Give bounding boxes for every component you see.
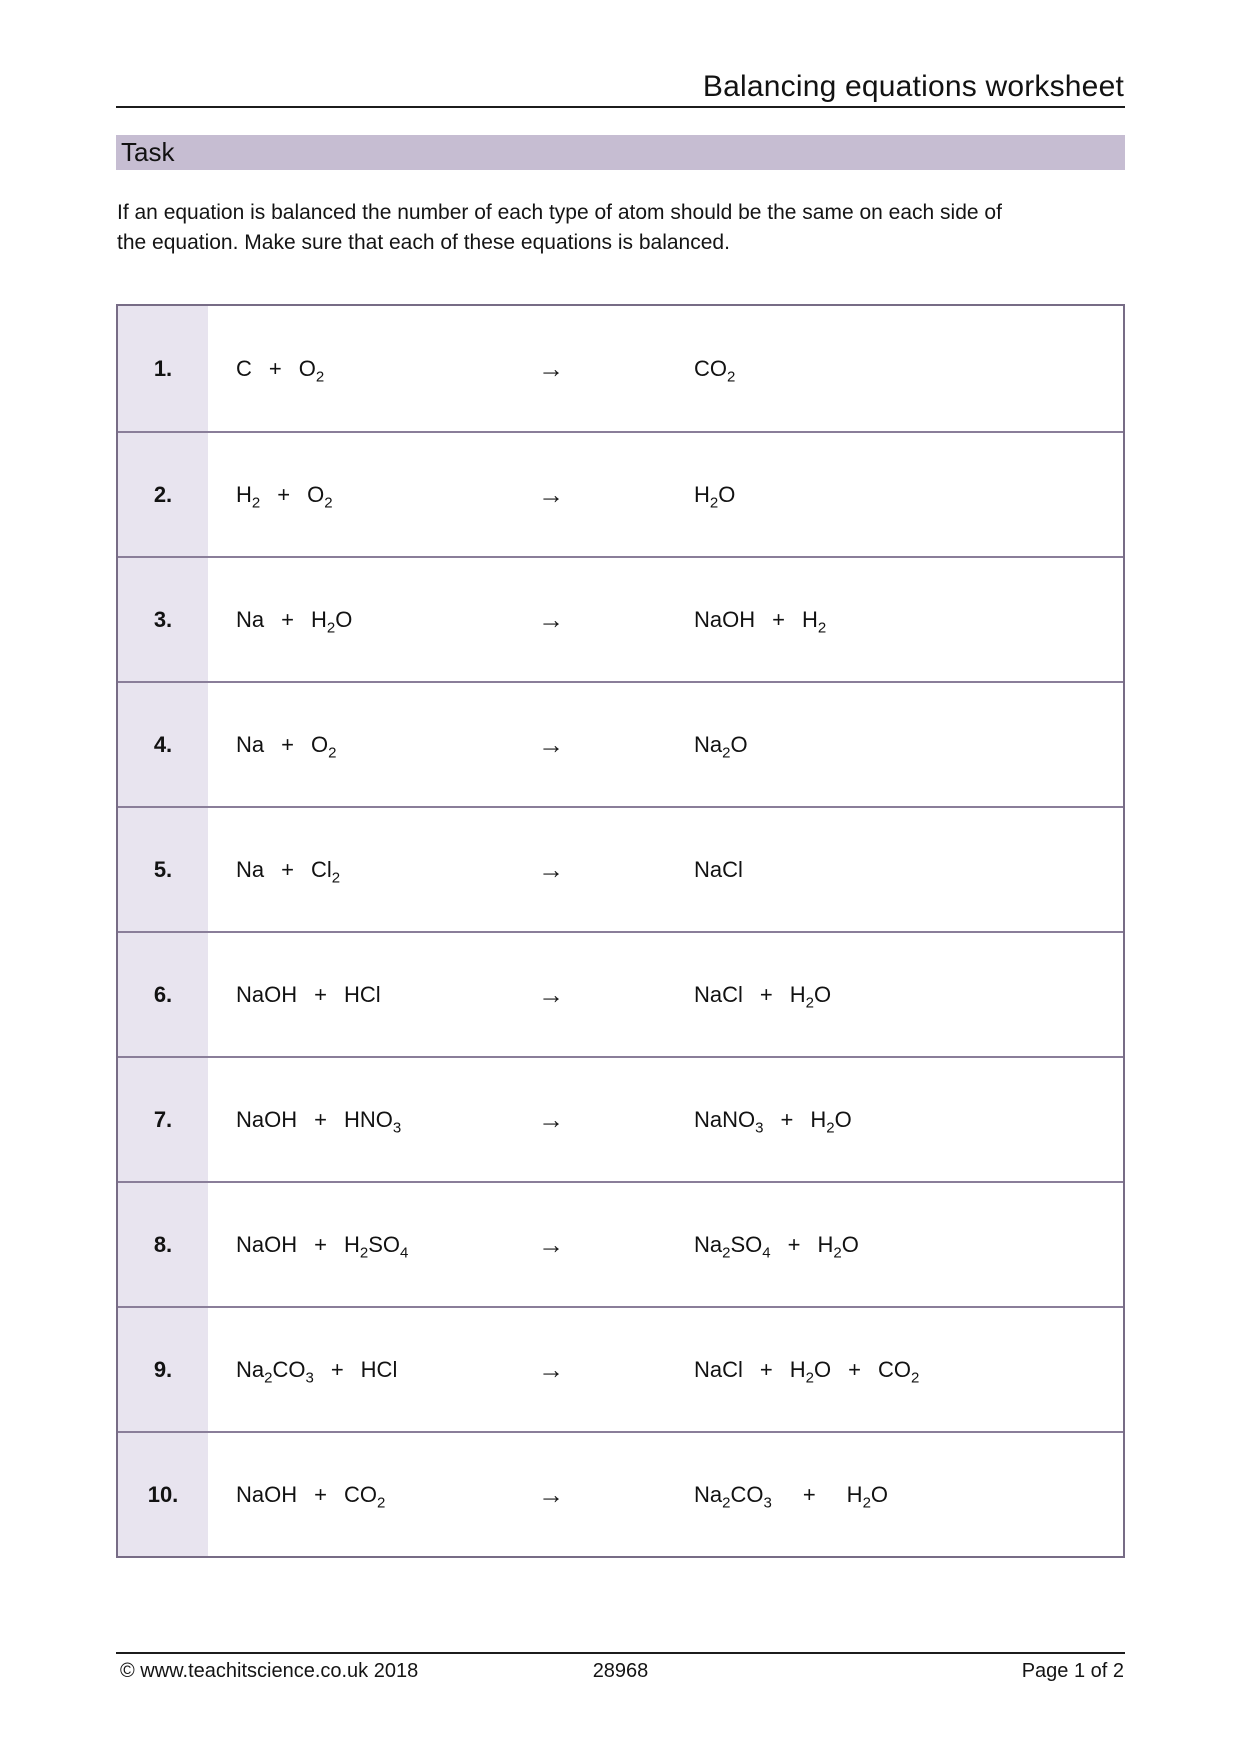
equation-row [118, 1056, 1123, 1181]
instructions-line-2: the equation. Make sure that each of these equations is balanced. [117, 231, 730, 254]
chemical-formula: NaOH [694, 606, 756, 632]
plus-sign: + [772, 606, 785, 632]
row-number: 8. [118, 1183, 208, 1306]
equation-products [694, 1231, 859, 1261]
equation-row [118, 1306, 1123, 1431]
equation-reactants [236, 1231, 409, 1261]
equation-reactants [236, 1356, 398, 1386]
row-number: 1. [118, 306, 208, 431]
equation-reactants [236, 481, 333, 511]
row-number: 9. [118, 1308, 208, 1431]
equation-products [694, 1481, 889, 1511]
equation-cell [208, 1183, 1123, 1306]
header-divider [116, 106, 1125, 108]
plus-sign: + [281, 606, 294, 632]
chemical-formula: $Na_2SO_4$ [694, 1231, 771, 1261]
equation-cell [208, 1433, 1123, 1556]
chemical-formula: NaCl [694, 856, 743, 882]
equations-table [116, 304, 1125, 1558]
chemical-formula: NaOH [236, 981, 298, 1007]
chemical-formula: $H_2O$ [817, 1231, 859, 1261]
chemical-formula: NaCl [694, 1356, 743, 1382]
reaction-arrow-icon: → [538, 604, 564, 634]
reaction-arrow-icon: → [538, 979, 564, 1009]
chemical-formula: $Cl_2$ [310, 856, 341, 886]
chemical-formula: $Na_2CO_3$ [694, 1481, 772, 1511]
plus-sign: + [759, 1356, 773, 1382]
chemical-formula: NaNO$_3$ [694, 1106, 764, 1136]
reaction-arrow-icon: → [538, 729, 564, 759]
equation-row [118, 306, 1123, 431]
instructions-line-1: If an equation is balanced the number of each type of atom should be the same on each side of [117, 201, 1002, 224]
equation-products [694, 606, 827, 636]
equation-cell [208, 433, 1123, 556]
equation-products [694, 1356, 920, 1386]
equation-cell [208, 1058, 1123, 1181]
equation-cell [208, 808, 1123, 931]
reaction-arrow-icon: → [538, 1479, 564, 1509]
reaction-arrow-icon: → [538, 353, 564, 383]
chemical-formula: $Na_2CO_3$ [236, 1356, 314, 1386]
chemical-formula: Na [236, 606, 265, 632]
chemical-formula: $HNO_3$ [343, 1106, 402, 1136]
equation-products [694, 981, 832, 1011]
task-banner [116, 135, 1125, 170]
plus-sign: + [314, 1481, 327, 1507]
equation-reactants [236, 731, 337, 761]
row-number: 3. [118, 558, 208, 681]
equation-row [118, 931, 1123, 1056]
reaction-arrow-icon: → [538, 1104, 564, 1134]
row-number: 2. [118, 433, 208, 556]
chemical-formula: $O_2$ [310, 731, 337, 761]
equation-reactants [236, 982, 381, 1008]
plus-sign: + [802, 1481, 816, 1507]
reaction-arrow-icon: → [538, 1229, 564, 1259]
footer-document-number: 28968 [592, 1660, 649, 1682]
equation-cell [208, 933, 1123, 1056]
equation-row [118, 681, 1123, 806]
plus-sign: + [314, 1231, 327, 1257]
reaction-arrow-icon: → [538, 479, 564, 509]
equation-row [118, 1431, 1123, 1556]
chemical-formula: $H_2O$ [810, 1106, 852, 1136]
plus-sign: + [780, 1106, 794, 1132]
row-number: 5. [118, 808, 208, 931]
row-number: 10. [118, 1433, 208, 1556]
footer-page-number: Page 1 of 2 [1021, 1660, 1124, 1682]
equation-row [118, 806, 1123, 931]
chemical-formula: $H_2$ [236, 481, 261, 511]
chemical-formula: NaOH [236, 1231, 298, 1257]
page-title: Balancing equations worksheet [702, 70, 1124, 103]
plus-sign: + [277, 481, 291, 507]
reaction-arrow-icon: → [538, 1354, 564, 1384]
chemical-formula: HCl [360, 1356, 398, 1382]
plus-sign: + [281, 731, 294, 757]
equation-cell [208, 306, 1123, 431]
equation-products [694, 355, 736, 385]
chemical-formula: $H_2SO_4$ [343, 1231, 409, 1261]
equation-cell [208, 558, 1123, 681]
footer-divider [116, 1652, 1125, 1654]
row-number: 6. [118, 933, 208, 1056]
plus-sign: + [759, 981, 773, 1007]
reaction-arrow-icon: → [538, 854, 564, 884]
chemical-formula: C [236, 355, 252, 381]
chemical-formula: Na [236, 856, 265, 882]
equation-reactants [236, 355, 325, 385]
row-number: 4. [118, 683, 208, 806]
chemical-formula: $O_2$ [298, 355, 325, 385]
equation-row [118, 431, 1123, 556]
equation-row [118, 556, 1123, 681]
chemical-formula: $H_2O$ [789, 1356, 832, 1386]
equation-cell [208, 683, 1123, 806]
equation-products [694, 1106, 852, 1136]
plus-sign: + [268, 355, 282, 381]
chemical-formula: $H_2O$ [694, 481, 736, 511]
equation-reactants [236, 606, 353, 636]
chemical-formula: $CO_2$ [877, 1356, 920, 1386]
chemical-formula: $CO_2$ [343, 1481, 386, 1511]
chemical-formula: HCl [343, 981, 381, 1007]
plus-sign: + [787, 1231, 801, 1257]
equation-reactants [236, 1481, 386, 1511]
chemical-formula: Na [236, 731, 265, 757]
equation-cell [208, 1308, 1123, 1431]
row-number: 7. [118, 1058, 208, 1181]
equation-products [694, 731, 748, 761]
chemical-formula: $H_2O$ [789, 981, 832, 1011]
chemical-formula: $O_2$ [307, 481, 333, 511]
plus-sign: + [314, 981, 327, 1007]
equation-reactants [236, 856, 341, 886]
task-heading: Task [121, 137, 175, 167]
plus-sign: + [314, 1106, 327, 1132]
plus-sign: + [330, 1356, 344, 1382]
equation-products [694, 857, 743, 883]
chemical-formula: NaOH [236, 1481, 298, 1507]
chemical-formula: NaOH [236, 1106, 298, 1132]
equation-products [694, 481, 736, 511]
footer-copyright: © www.teachitscience.co.uk 2018 [120, 1660, 419, 1682]
chemical-formula: NaCl [694, 981, 743, 1007]
plus-sign: + [848, 1356, 861, 1382]
equation-row [118, 1181, 1123, 1306]
instructions-paragraph [117, 198, 1127, 258]
chemical-formula: $CO_2$ [694, 355, 736, 385]
chemical-formula: $Na_2O$ [694, 731, 748, 761]
chemical-formula: $H_2O$ [846, 1481, 889, 1511]
chemical-formula: $H_2$ [801, 606, 827, 636]
plus-sign: + [281, 856, 294, 882]
equation-reactants [236, 1106, 402, 1136]
chemical-formula: $H_2O$ [310, 606, 353, 636]
